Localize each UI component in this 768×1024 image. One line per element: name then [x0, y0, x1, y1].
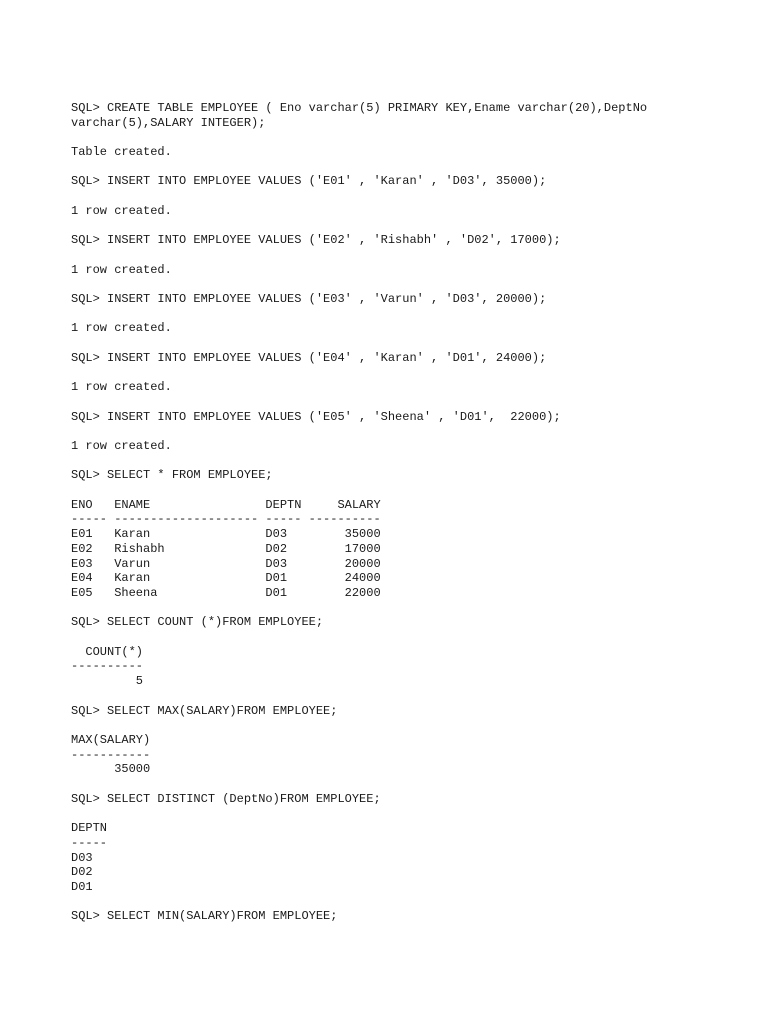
transcript-line	[71, 718, 711, 733]
transcript-line: 1 row created.	[71, 321, 172, 336]
transcript-line	[71, 277, 711, 292]
transcript-line: SQL> INSERT INTO EMPLOYEE VALUES ('E03' , 'Varun' , 'D03', 20000);	[71, 292, 547, 307]
transcript-line: SQL> SELECT MAX(SALARY)FROM EMPLOYEE;	[71, 703, 338, 718]
transcript-line: D03	[71, 850, 93, 865]
transcript-line: Table created.	[71, 145, 172, 160]
transcript-line: ENO ENAME DEPTN SALARY	[71, 497, 381, 512]
transcript-line: E05 Sheena D01 22000	[71, 586, 381, 600]
transcript-line: 1 row created.	[71, 439, 172, 453]
transcript-line: MAX(SALARY)	[71, 732, 151, 747]
transcript-line: SQL> CREATE TABLE EMPLOYEE ( Eno varchar(5) PRIMARY KEY,Ename varchar(20),DeptNo	[71, 101, 648, 115]
transcript-line: COUNT(*)	[71, 644, 144, 659]
transcript-line: varchar(5),SALARY INTEGER);	[71, 115, 266, 130]
transcript-line	[71, 248, 711, 263]
transcript-line: -----------	[71, 747, 151, 762]
transcript-line	[71, 336, 711, 351]
transcript-line: 35000	[71, 762, 151, 777]
transcript-line	[71, 777, 711, 792]
transcript-line: ----------	[71, 659, 144, 674]
transcript-line: SQL> SELECT * FROM EMPLOYEE;	[71, 468, 273, 483]
transcript-line: D02	[71, 865, 93, 880]
transcript-line	[71, 307, 711, 322]
transcript-line: 1 row created.	[71, 203, 172, 218]
transcript-line: SQL> INSERT INTO EMPLOYEE VALUES ('E01' , 'Karan' , 'D03', 35000);	[71, 174, 547, 189]
transcript-line: 5	[71, 674, 144, 689]
transcript-line: SQL> INSERT INTO EMPLOYEE VALUES ('E05' , 'Sheena' , 'D01', 22000);	[71, 409, 561, 424]
transcript-line	[71, 483, 711, 498]
transcript-line	[71, 160, 711, 175]
transcript-line: E01 Karan D03 35000	[71, 527, 381, 542]
transcript-line: SQL> SELECT DISTINCT (DeptNo)FROM EMPLOYEE;	[71, 791, 381, 806]
transcript-line	[71, 219, 711, 234]
transcript-line: 1 row created.	[71, 380, 172, 395]
sql-session-transcript	[71, 101, 711, 924]
transcript-line	[71, 130, 711, 145]
transcript-line: E03 Varun D03 20000	[71, 556, 381, 571]
transcript-line: SQL> INSERT INTO EMPLOYEE VALUES ('E04' , 'Karan' , 'D01', 24000);	[71, 350, 547, 365]
transcript-line: SQL> INSERT INTO EMPLOYEE VALUES ('E02' , 'Rishabh' , 'D02', 17000);	[71, 233, 561, 248]
transcript-line	[71, 630, 711, 645]
transcript-line: -----	[71, 835, 108, 850]
transcript-line: DEPTN	[71, 821, 108, 836]
transcript-line	[71, 366, 711, 381]
transcript-line	[71, 189, 711, 204]
transcript-line	[71, 454, 711, 469]
transcript-line: ----- -------------------- ----- ----------	[71, 512, 381, 527]
transcript-line	[71, 395, 711, 410]
transcript-line: E02 Rishabh D02 17000	[71, 541, 381, 556]
transcript-line: SQL> SELECT MIN(SALARY)FROM EMPLOYEE;	[71, 909, 338, 924]
transcript-line: 1 row created.	[71, 262, 172, 277]
transcript-line	[71, 689, 711, 704]
transcript-line: E04 Karan D01 24000	[71, 571, 381, 586]
transcript-line: D01	[71, 879, 93, 894]
transcript-line	[71, 806, 711, 821]
transcript-line: SQL> SELECT COUNT (*)FROM EMPLOYEE;	[71, 615, 324, 630]
transcript-line	[71, 424, 711, 439]
transcript-line	[71, 895, 711, 910]
transcript-line	[71, 601, 711, 616]
